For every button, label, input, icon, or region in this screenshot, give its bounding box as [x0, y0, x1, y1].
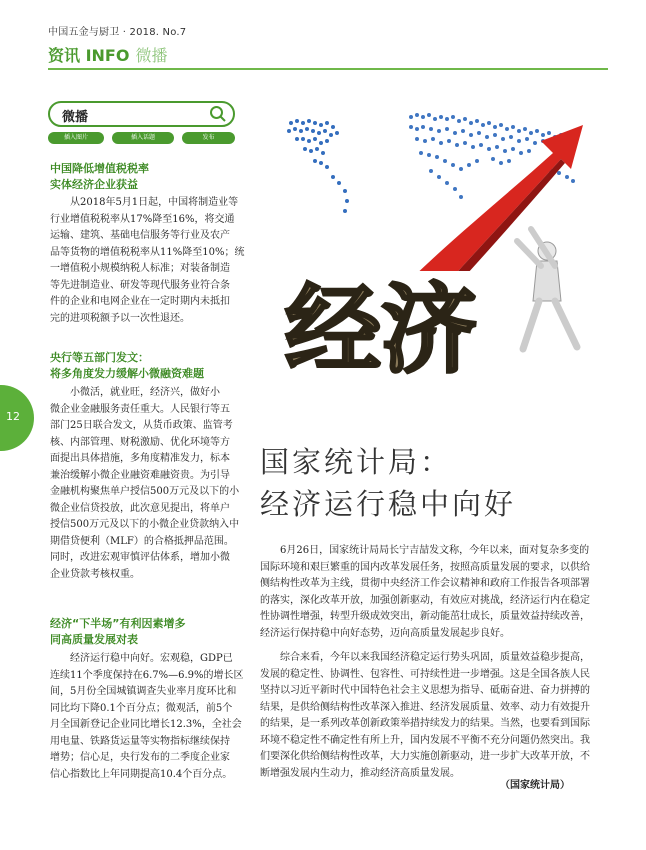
weibo-tabs [48, 132, 235, 146]
main-title-line2: 经济运行稳中向好 [260, 487, 517, 521]
article2-title: 央行等五部门发文： 将多角度发力缓解小微融资难题 [50, 351, 204, 380]
article3-title: 经济“下半场”有利因素增多 同高质量发展对表 [50, 617, 186, 646]
weibo-tab-insert-image[interactable]: 插入图片 [48, 132, 104, 144]
page-number-tab [0, 385, 34, 451]
weibo-title: 微播 [62, 110, 89, 125]
weibo-tab-publish[interactable]: 发布 [182, 132, 235, 144]
article2-body: 小微活，就业旺，经济兴，做好小 微企业金融服务责任重大。人民银行等五 部门25日联合发文，从货币政策、监管考 核、内部管理、财税激励、优化环境等方 面提出具体措施，多角度精准发力，标本 兼治缓解小微企业融资难融资贵。为引导 金融机构聚焦单户授信500万元及以下的小 微企业信贷投放，此次意见提出，将单户 授信500万元及以下的小微企业贷款纳入中 期借贷便利（MLF）的合格抵押品范围。 同时，改进宏观审慎评估体系，增加小微 企业贷款考核权重。 [50, 387, 240, 580]
article1-body: 从2018年5月1日起，中国将制造业等 行业增值税税率从17%降至16%，将交通 运输、建筑、基础电信服务等行业及农产 品等货物的增值税税率从11%降至10%；统 一增值税小规模纳税人标准；对装备制造 等先进制造业、研发等现代服务业符合条 件的企业和电网企业在一定时期内未抵扣 完的进项税额予以一次性退还。 [50, 197, 245, 324]
section-header [48, 43, 167, 66]
journal-line: 中国五金与厨卫 · 2018. No.7 [48, 27, 187, 38]
section-label: 资讯 INFO [48, 46, 130, 65]
article-credit: （国家统计局） [500, 780, 570, 791]
article1-title: 中国降低增值税税率 实体经济企业获益 [50, 162, 149, 191]
economy-photo [261, 101, 609, 389]
section-sub: 微播 [135, 46, 168, 65]
stone-characters [279, 271, 519, 386]
page-number: 12 [6, 410, 20, 423]
main-title-line1: 国家统计局： [260, 445, 453, 479]
svg-text:经济: 经济 [285, 274, 477, 386]
main-paragraph-2: 综合来看，今年以来我国经济稳定运行势头巩固，质量效益稳步提高， 发展的稳定性、协调性、包容性、可持续性进一步增强。这是全国各族人民 坚持以习近平新时代中国特色社会主义思想为指导、砥砺奋进、奋力拼搏的 结果，是供给侧结构性改革深入推进、经济发展质量、效率、动力有效提升 的结果，是一系列改革创新政策举措持续发力的结果。当然，也要看到国际 环境不稳定性不确定性有所上升，国内发展不平衡不充分问题仍然突出。我 们要深化供给侧结构性改革，大力实施创新驱动，进一步扩大改革开放，不 断增强发展内生动力，推动经济高质量发展。 [260, 652, 590, 779]
main-paragraph-1: 6月26日，国家统计局局长宁吉喆发文称，今年以来，面对复杂多变的 国际环境和艰巨繁重的国内改革发展任务，按照高质量发展的要求，以供给 侧结构性改革为主线，贯彻中央经济工作会议精神和政府工作报告各项部署 的落实，深化改革开放，加强创新驱动，有效应对挑战，经济运行内在稳定 性协调性增强，转型升级成效突出，新动能茁壮成长，质量效益持续改善， 经济运行保持稳中向好态势，迈向高质量发展起步良好。 [260, 545, 590, 639]
weibo-search-box[interactable] [48, 101, 235, 127]
search-icon[interactable] [209, 105, 227, 123]
weibo-tab-insert-topic[interactable]: 插入话题 [112, 132, 174, 144]
article3-body: 经济运行稳中向好。宏观稳，GDP已 连续11个季度保持在6.7%—6.9%的增长区 间，5月份全国城镇调查失业率月度环比和 同比均下降0.1个百分点；微观活，前5个 月全国新登记企业同比增长12.3%，全社会 用电量、铁路货运量等实物指标继续保持 增势；信心足，央行发布的二季度企业家 信心指数比上年同期提高10.4个百分点。 [50, 653, 244, 780]
header-rule [48, 68, 608, 70]
